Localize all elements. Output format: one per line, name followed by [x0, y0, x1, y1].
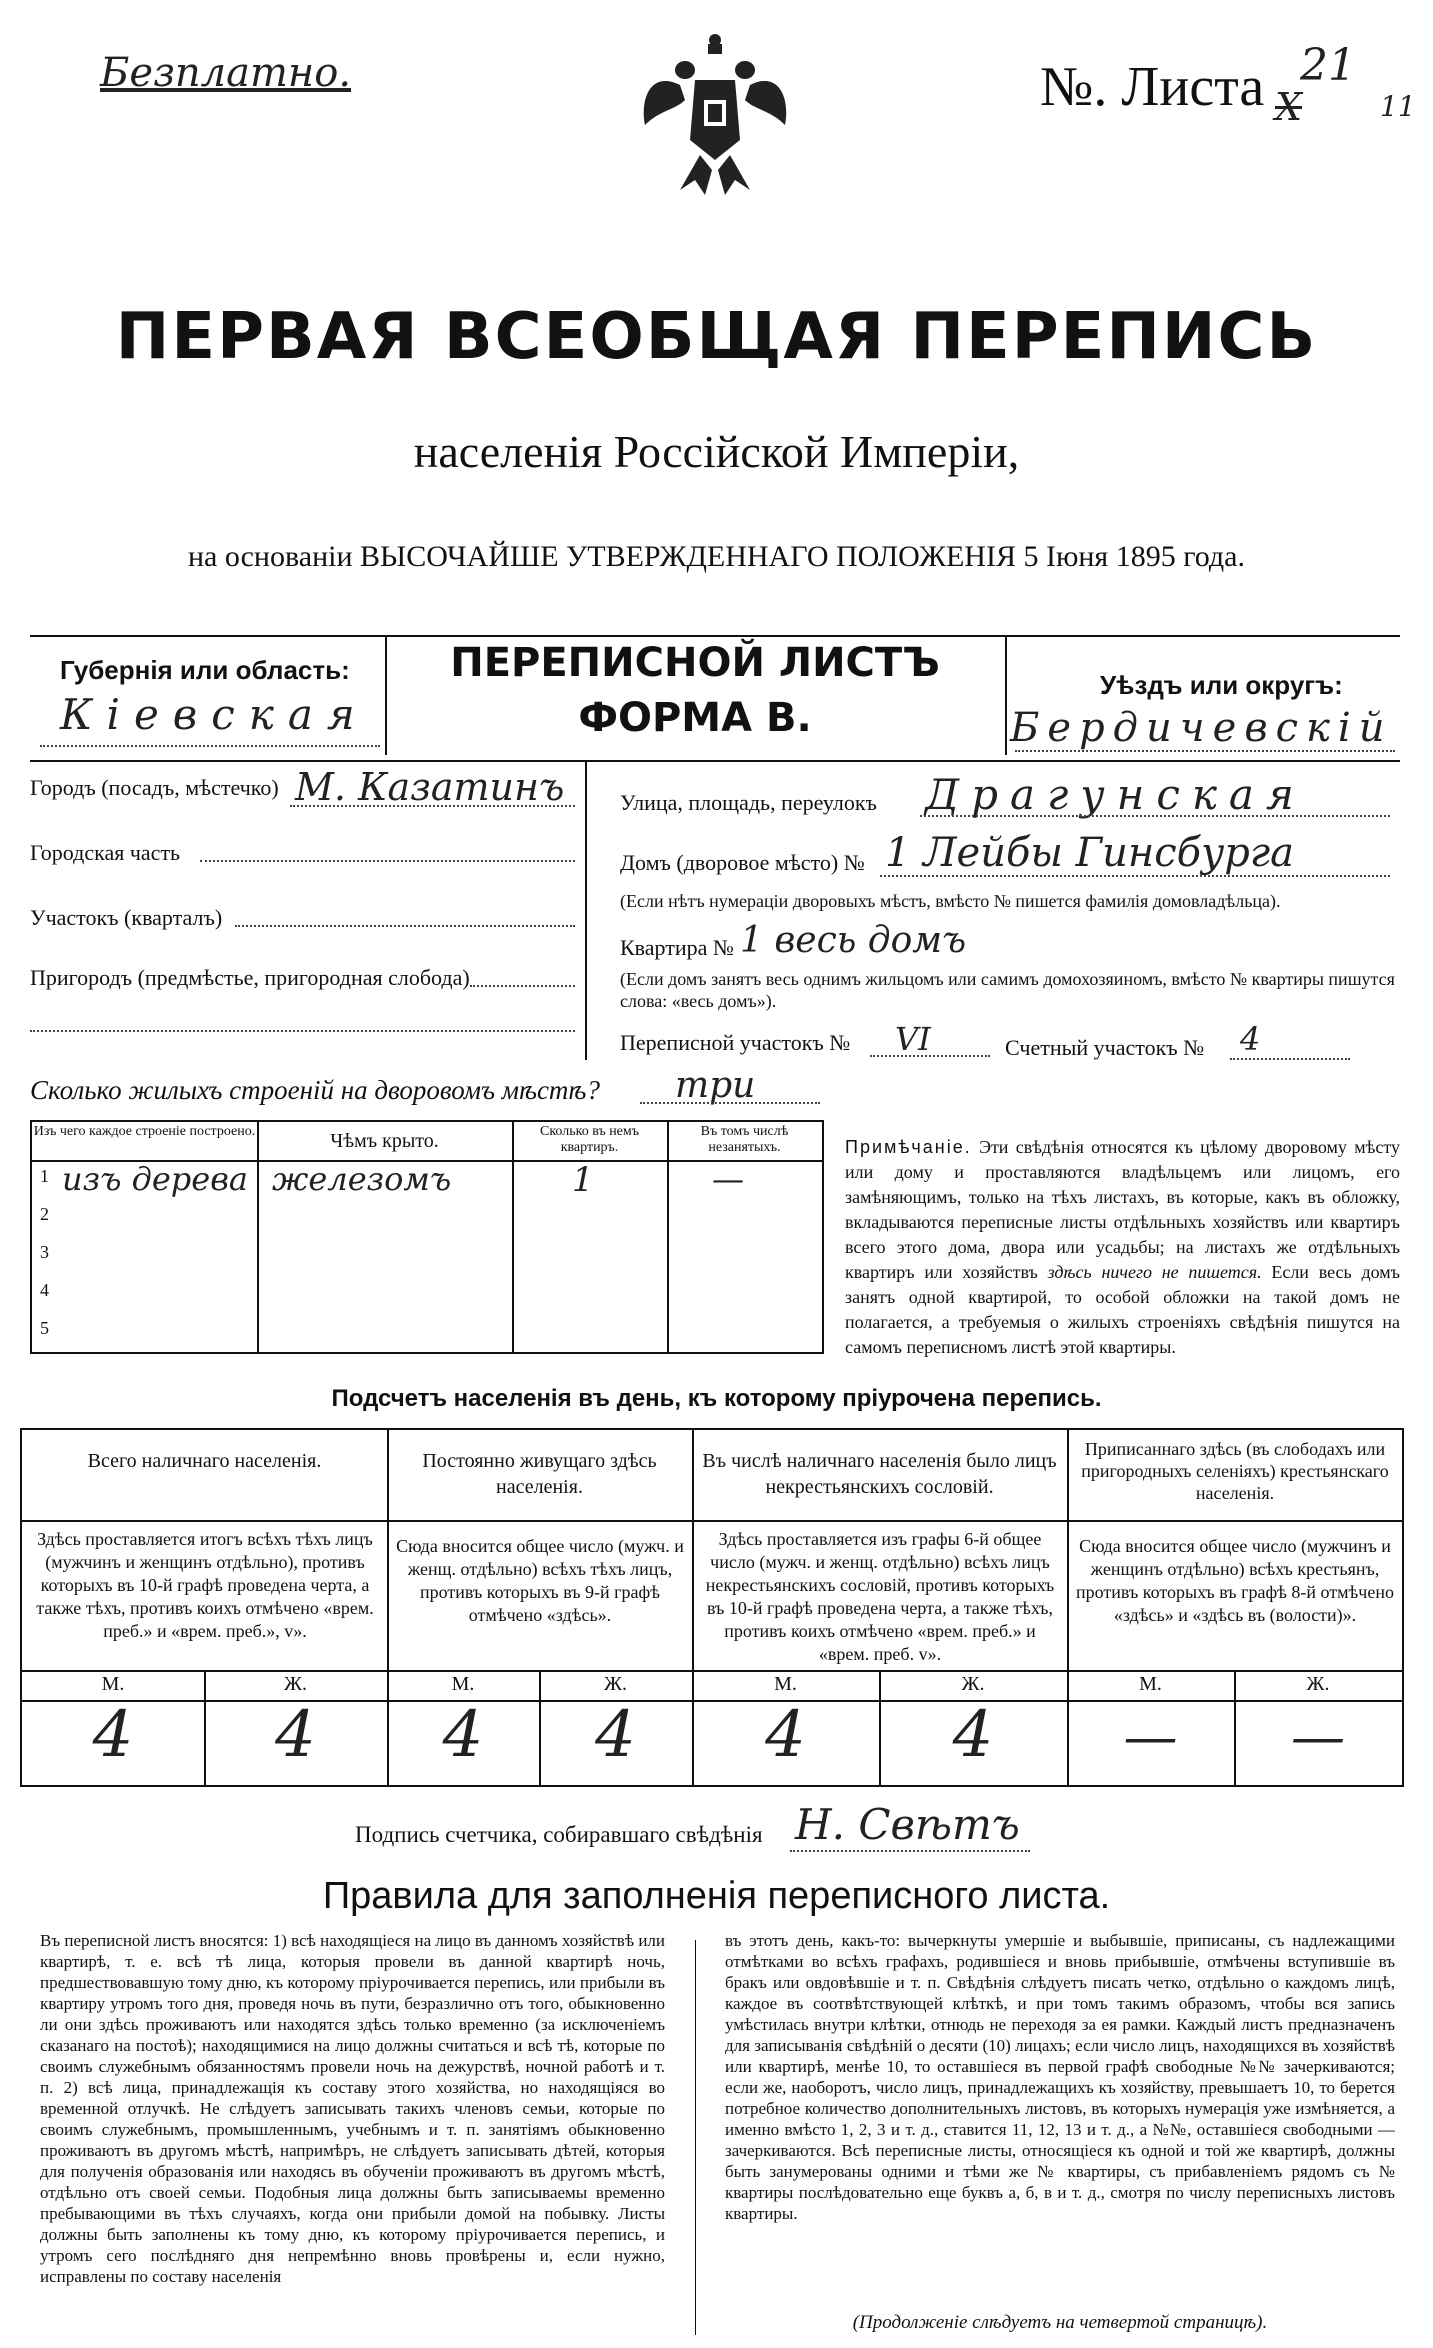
note-text-1: Эти свѣдѣнія относятся къ цѣлому дворовому мѣсту или дому и проставляются владѣльцемъ или лицомъ, его замѣняющимъ, только на тѣхъ листахъ, въ которые, какъ въ обложку, вкладываются переписные листы отдѣльныхъ хозяйствъ или квартиръ всего этого дома, двора или усадьбы; на листахъ же отдѣльныхъ квартиръ или хозяйствъ — [845, 1137, 1400, 1282]
count-col-all-desc: Здѣсь проставляется итогъ всѣхъ тѣхъ лицъ (мужчинъ и женщинъ отдѣльно), противъ которыхъ въ 10-й графѣ проведена черта, а также тѣхъ, противъ коихъ отмѣчено «врем. преб.» и «врем. преб.», v». — [36, 1529, 374, 1641]
apartment-note: (Если домъ занятъ весь однимъ жильцомъ или самимъ домохозяиномъ, вмѣсто № квартиры пишутся слова: «весь домъ»). — [620, 969, 1395, 1011]
signature-label: Подпись счетчика, собиравшаго свѣдѣнія — [355, 1822, 763, 1847]
count-col-peasant-desc: Сюда вносится общее число (мужчинъ и женщинъ отдѣльно) всѣхъ крестьянъ, противъ которыхъ въ графѣ 8-й отмѣчено «здѣсь» и «здѣсь въ (волости)». — [1076, 1536, 1394, 1625]
note-text-2: Если весь домъ занятъ одной квартирой, то особой обложки на такой домъ не полагается, а требуемыя о жилыхъ строеніяхъ свѣдѣнія пишутся на самомъ переписномъ листѣ этой квартиры. — [845, 1262, 1400, 1357]
count-col-nonpeasant-header: Въ числѣ наличнаго населенія было лицъ некрестьянскихъ сословій. — [702, 1450, 1057, 1498]
coat-of-arms-emblem — [640, 30, 790, 200]
count-col-peasant-header: Приписаннаго здѣсь (въ слободахъ или пригородныхъ селеніяхъ) крестьянскаго населенія. — [1081, 1439, 1389, 1503]
count-col-permanent-header: Постоянно живущаго здѣсь населенія. — [422, 1450, 657, 1498]
province-label: Губернія или область: — [60, 655, 350, 685]
subtitle: населенія Россійской Имперіи, — [413, 426, 1020, 477]
count-permanent-male: 4 — [442, 1698, 484, 1772]
count-col-permanent-desc: Сюда вносится общее число (мужч. и женщ. отдѣльно) всѣхъ тѣхъ лицъ, противъ которыхъ въ 9-й графѣ отмѣчено «здѣсь». — [396, 1536, 684, 1625]
count-nonpeasant-male: 4 — [765, 1698, 806, 1772]
house-label: Домъ (дворовое мѣсто) № — [620, 850, 865, 875]
buildings-answer: три — [675, 1065, 756, 1106]
city-label: Городъ (посадъ, мѣстечко) — [30, 775, 279, 800]
note-block — [845, 1135, 1400, 1360]
house-note: (Если нѣтъ нумераціи дворовыхъ мѣстъ, вмѣсто № пишется фамилія домовладѣльца). — [620, 891, 1281, 911]
census-area-label: Переписной участокъ № — [620, 1030, 851, 1055]
table-row: 2 — [40, 1204, 49, 1224]
house-value: 1 Лейбы Гинсбурга — [885, 830, 1294, 876]
col-material-header: Изъ чего каждое строеніе построено. — [33, 1124, 256, 1139]
census-area-value: VI — [895, 1020, 931, 1058]
signature-value: Н. Свѣтъ — [795, 1800, 1020, 1849]
count-table: Всего наличнаго населенія. Здѣсь проставляется итогъ всѣхъ тѣхъ лицъ (мужчинъ и женщинъ отдѣльно), противъ которыхъ въ 10-й графѣ проведена черта, а также тѣхъ, противъ коихъ отмѣчено «врем. преб.» и «врем. преб.», v». М. Ж. 4 4 Постоянно живущаго здѣсь населенія. Сюда вносится общее число (мужч. и женщ. отдѣльно) всѣхъ тѣхъ лицъ, противъ которыхъ въ 9-й графѣ отмѣчено «здѣсь». М. Ж. 4 4 Въ числѣ наличнаго населенія было лицъ некрестьянскихъ сословій. Здѣсь проставляется изъ графы 6-й общее число (мужч. и женщ. отдѣльно) всѣхъ лицъ некрестьянскихъ сословій, противъ которыхъ въ 10-й графѣ проведена черта, а также тѣхъ, противъ коихъ отмѣчено «врем. преб.» и «врем. преб. v». М. Ж. 4 4 Приписаннаго здѣсь (въ слободахъ или пригородныхъ селеніяхъ) крестьянскаго населенія. Сюда вносится общее число (мужчинъ и женщинъ отдѣльно) всѣхъ крестьянъ, противъ которыхъ въ графѣ 8-й отмѣчено «здѣсь» и «здѣсь въ (волости)». М. Ж. — — — [20, 1428, 1404, 1787]
rules-right-column: въ этотъ день, какъ-то: вычеркнуты умершіе и выбывшіе, приписаны, съ надлежащими отмѣтками во всѣхъ графахъ, родившіеся и вновь прибывшіе, отмѣчены вступившіе въ бракъ или овдовѣвшіе и т. п. Свѣдѣнія слѣдуетъ писать четко, отдѣльно о каждомъ лицѣ, каждое въ соотвѣтствующей клѣткѣ, и при томъ такимъ образомъ, чтобы вся запись умѣстилась внутри клѣтки, отнюдь не переходя за ея рамки. Каждый листъ предназначенъ для записыванія свѣдѣній о десяти (10) лицахъ; если число лицъ, находящихся въ хозяйствѣ или квартирѣ, менѣе 10, то оставшіеся въ первой графѣ свободные №№ зачеркиваются; если же, наоборотъ, число лицъ, принадлежащихъ къ хозяйству, превышаетъ 10, то берется потребное количество дополнительныхъ листовъ, въ которыхъ нумерація уже измѣняется, а именно вмѣсто 1, 2, 3 и т. д., ставится 11, 12, 13 и т. д., а №№, оставшіеся свободными — зачеркиваются. Всѣ переписные листы, относящіеся къ одной и той же квартирѣ, должны быть занумерованы одними и тѣми же № квартиры, съ прибавленіемъ рядомъ съ № квартиры послѣдовательно еще буквъ а, б, в и т. д., смотря по числу переписныхъ листовъ квартиры. — [725, 1931, 1395, 2223]
district-value: Бердичевскій — [1010, 705, 1393, 751]
table-row: 1 изъ дерева железомъ 1 — — [40, 1160, 744, 1200]
count-all-female: 4 — [275, 1698, 316, 1772]
city-value: М. Казатинъ — [295, 765, 565, 809]
col-roof-header: Чѣмъ крыто. — [330, 1130, 439, 1152]
corner-mark: 11 — [1380, 90, 1416, 123]
sheet-number-value: 21 — [1300, 40, 1356, 91]
main-title: ПЕРВАЯ ВСЕОБЩАЯ ПЕРЕПИСЬ — [115, 300, 1318, 374]
sheet-number-crossed: X — [1275, 85, 1303, 129]
buildings-question: Сколько жилыхъ строеній на дворовомъ мѣстѣ? — [30, 1075, 600, 1105]
form-name: ФОРМА В. — [578, 695, 812, 741]
note-italic: здѣсь ничего не пишется. — [1047, 1262, 1262, 1282]
count-all-male: 4 — [92, 1698, 134, 1772]
table-row: 5 — [40, 1318, 49, 1338]
buildings-table — [30, 1120, 824, 1354]
apartment-value: 1 весь домъ — [740, 920, 967, 961]
count-permanent-female: 4 — [595, 1698, 636, 1772]
apartment-label: Квартира № — [620, 935, 734, 960]
district-label: Уѣздъ или округъ: — [1100, 670, 1343, 700]
suburb-label: Пригородъ (предмѣстье, пригородная слобода) — [30, 965, 470, 990]
count-peasant-male: — — [1123, 1705, 1178, 1768]
note-title: Примѣчаніе. — [845, 1137, 972, 1157]
rules-continued: (Продолженіе слѣдуетъ на четвертой страницѣ). — [852, 2312, 1268, 2333]
count-col-all-header: Всего наличнаго населенія. — [87, 1450, 322, 1472]
street-label: Улица, площадь, переулокъ — [620, 790, 877, 815]
legal-basis: на основаніи ВЫСОЧАЙШЕ УТВЕРЖДЕННАГО ПОЛОЖЕНІЯ 5 Іюня 1895 года. — [188, 540, 1245, 573]
sheet-number-label: №. Листа — [1040, 56, 1265, 118]
count-area-value: 4 — [1240, 1020, 1261, 1058]
count-area-label: Счетный участокъ № — [1005, 1035, 1205, 1060]
count-nonpeasant-female: 4 — [952, 1698, 994, 1772]
free-label: Безплатно. — [100, 50, 352, 96]
sheet-title: ПЕРЕПИСНОЙ ЛИСТЪ — [450, 640, 940, 686]
province-value: Кіевская — [60, 690, 369, 739]
rules-left-column: Въ переписной листъ вносятся: 1) всѣ находящіеся на лицо въ данномъ хозяйствѣ или квартирѣ, т. е. всѣ тѣ лица, которыя провели въ данной квартирѣ ночь, предшествовавшую тому дню, къ которому пріурочивается перепись, или прибыли въ квартиру утромъ того дня, проведя ночь въ пути, безразлично отъ того, обыкновенно ли они здѣсь проживаютъ или находятся здѣсь только временно (за исключеніемъ сказанаго на постоѣ); находящимися на лицо должны считаться и всѣ тѣ, которые по своимъ служебнымъ обязанностямъ провели ночь на дежурствѣ, ночной работѣ и т. п. 2) всѣ лица, принадлежащія къ составу этого хозяйства, но находящіяся во временной отлучкѣ. Не слѣдуетъ записывать такихъ членовъ семьи, которые по своимъ служебнымъ, промышленнымъ, учебнымъ и т. п. занятіямъ обыкновенно проживаютъ въ другомъ мѣстѣ, напримѣръ, не слѣдуетъ записывать дѣтей, которыя для полученія образованія или находясь въ обученіи проживаютъ въ другомъ мѣстѣ, отдѣльно отъ своей семьи. Подобныя лица должны быть записываемы временно пребывающими въ тѣхъ случаяхъ, когда они прибыли домой на побывку. Листы должны быть заполнены къ тому дню, къ которому пріурочивается перепись, и утромъ сего послѣдняго дня непремѣнно вновь провѣрены и, если нужно, исправлены по составу населенія — [40, 1931, 665, 2286]
count-col-nonpeasant-desc: Здѣсь проставляется изъ графы 6-й общее число (мужч. и женщ. отдѣльно) всѣхъ лицъ некрестьянскихъ сословій, противъ которыхъ въ 10-й графѣ проведена черта, а также тѣхъ, противъ коихъ отмѣчено «врем. преб.» и «врем. преб. v». — [705, 1529, 1055, 1664]
rules-title: Правила для заполненія переписного листа. — [322, 1875, 1111, 1917]
city-part-label: Городская часть — [30, 840, 181, 865]
table-row: 3 — [40, 1242, 49, 1262]
table-row: 4 — [40, 1280, 49, 1300]
quarter-label: Участокъ (кварталъ) — [30, 905, 223, 930]
col-vacant-header: Въ томъ числѣ незанятыхъ. — [700, 1124, 789, 1155]
count-title: Подсчетъ населенія въ день, къ которому пріурочена перепись. — [331, 1385, 1102, 1412]
col-apts-header: Сколько въ немъ квартиръ. — [539, 1124, 639, 1155]
street-value: Драгунская — [925, 770, 1306, 819]
count-peasant-female: — — [1291, 1705, 1345, 1768]
